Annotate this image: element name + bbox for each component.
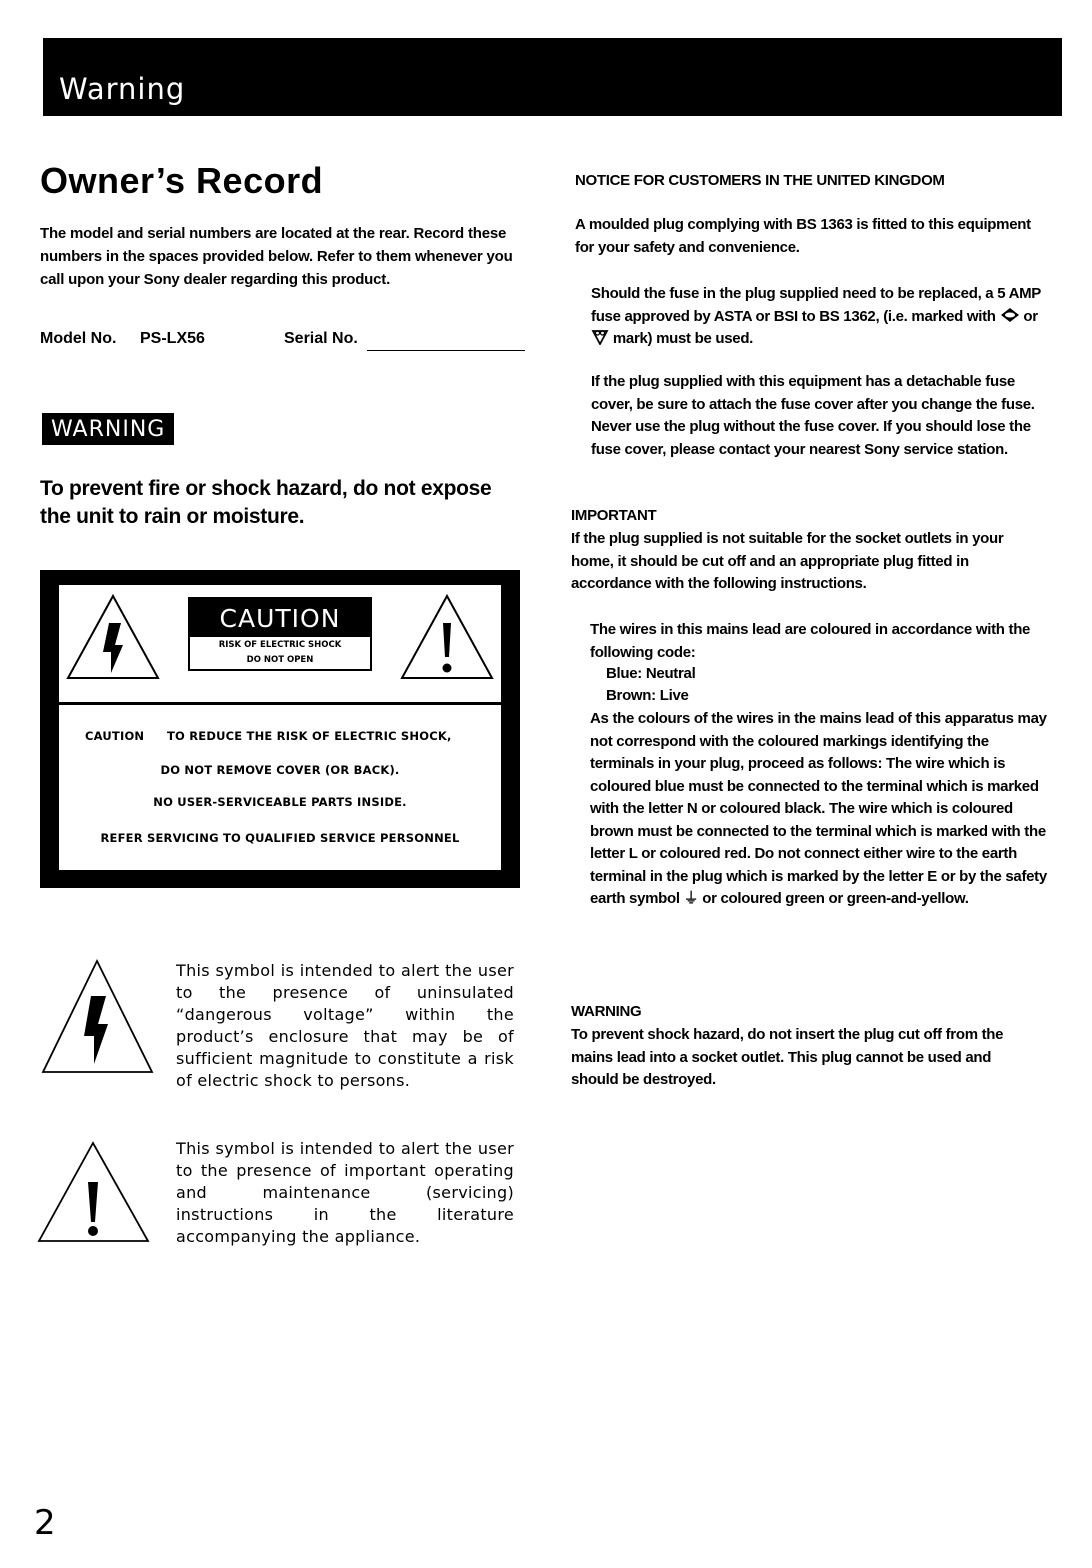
fuse-text-a: Should the fuse in the plug supplied need to be replaced, a 5 AMP fuse approved by ASTA or BSI to BS 1362, (i.e. marked with xyxy=(591,285,1041,325)
wires-text-a: As the colours of the wires in the mains lead of this apparatus may not correspond with the coloured markings identifying the terminals in your plug, proceed as follows: The wire which is coloured blue must be connected to the terminal which is marked with the letter N or coloured black. The wire which is coloured brown must be connected to the terminal which is marked with the letter L or coloured red. Do not connect either wire to the earth terminal in the plug which is marked by the letter E or by the safety earth symbol xyxy=(590,710,1047,907)
caution-label-box xyxy=(40,570,520,888)
caution-text-4: REFER SERVICING TO QUALIFIED SERVICE PERSONNEL xyxy=(100,831,460,845)
lightning-triangle-icon xyxy=(65,593,161,681)
exclamation-triangle-icon xyxy=(36,1140,151,1245)
caution-label-top xyxy=(59,585,501,702)
earth-symbol-icon: ⏚ xyxy=(683,890,699,907)
caution-label-line2: DO NOT OPEN xyxy=(246,655,314,665)
wires-text-b: or coloured green or green-and-yellow. xyxy=(702,890,969,907)
caution-label-text xyxy=(59,705,501,870)
exclamation-triangle-icon xyxy=(399,593,495,681)
caution-label-line1: RISK OF ELECTRIC SHOCK xyxy=(218,640,342,650)
wires-intro: The wires in this mains lead are coloured in accordance with the following code: xyxy=(590,621,1031,661)
serial-label: Serial No. xyxy=(284,330,358,347)
wire-brown: Brown: Live xyxy=(606,687,689,704)
warning-badge: WARNING xyxy=(42,413,174,445)
serial-number-line xyxy=(367,350,525,351)
caution-label-title: CAUTION xyxy=(190,599,370,637)
page-number: 2 xyxy=(34,1503,56,1543)
wire-blue: Blue: Neutral xyxy=(606,665,696,682)
header-bar xyxy=(43,38,1062,116)
uk-warning-heading: WARNING xyxy=(571,1003,642,1020)
lightning-triangle-icon xyxy=(40,958,155,1076)
caution-text-1: TO REDUCE THE RISK OF ELECTRIC SHOCK, xyxy=(167,729,452,743)
lightning-symbol-text: This symbol is intended to alert the user to the presence of uninsulated “dangerous voltage” within the product’s enclosure that may be of sufficient magnitude to constitute a risk of electric shock to persons. xyxy=(176,961,514,1090)
warning-heading: To prevent fire or shock hazard, do not expose the unit to rain or moisture. xyxy=(40,477,492,528)
model-label: Model No. xyxy=(40,330,117,347)
uk-notice-heading: NOTICE FOR CUSTOMERS IN THE UNITED KINGDOM xyxy=(575,172,945,189)
header-title: Warning xyxy=(59,72,186,106)
fuse-text-b: mark) must be used. xyxy=(612,330,754,347)
important-heading: IMPORTANT xyxy=(571,507,657,524)
asta-mark-icon xyxy=(1000,307,1020,323)
fuse-text xyxy=(591,283,1051,351)
model-value: PS-LX56 xyxy=(140,330,205,347)
fuse-text-or: or xyxy=(1023,307,1038,325)
caution-word: CAUTION xyxy=(85,729,145,743)
important-text: If the plug supplied is not suitable for the socket outlets in your home, it should be cut off and an appropriate plug fitted in accordance with the following instructions. xyxy=(571,530,1004,592)
caution-label xyxy=(188,597,372,671)
caution-text-3: NO USER-SERVICEABLE PARTS INSIDE. xyxy=(153,795,407,809)
caution-text-2: DO NOT REMOVE COVER (OR BACK). xyxy=(160,763,400,777)
fuse-cover-text: If the plug supplied with this equipment has a detachable fuse cover, be sure to attach the fuse cover after you change the fuse. Never use the plug without the fuse cover. If you should lose the fuse cover, please contact your nearest Sony service station. xyxy=(591,373,1035,458)
wires-instructions xyxy=(590,708,1050,911)
owners-record-title: Owner’s Record xyxy=(40,160,324,201)
exclamation-symbol-text: This symbol is intended to alert the user to the presence of important operating and maintenance (servicing) instructions in the literature accompanying the appliance. xyxy=(176,1139,514,1246)
bsi-kitemark-icon xyxy=(591,328,609,345)
uk-warning-text: To prevent shock hazard, do not insert the plug cut off from the mains lead into a socket outlet. This plug cannot be used and should be destroyed. xyxy=(571,1026,1004,1088)
uk-notice-intro: A moulded plug complying with BS 1363 is fitted to this equipment for your safety and convenience. xyxy=(575,216,1031,256)
owners-record-intro: The model and serial numbers are located at the rear. Record these numbers in the spaces provided below. Refer to them whenever you call upon your Sony dealer regarding this product. xyxy=(40,225,513,288)
